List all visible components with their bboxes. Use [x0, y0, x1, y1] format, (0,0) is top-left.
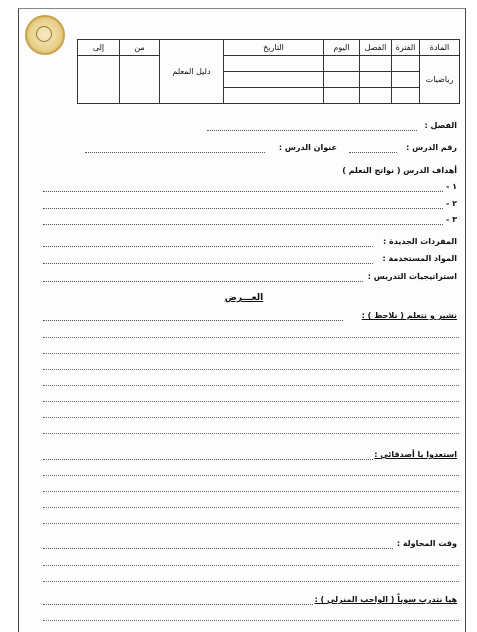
chapter-field[interactable]	[207, 130, 417, 131]
homework-label: هيا نتدرب سوياً ( الواجب المنزلي ) :	[314, 595, 457, 604]
vocabulary-field[interactable]	[43, 246, 373, 247]
objective-2-field[interactable]	[43, 208, 443, 209]
cell[interactable]	[120, 56, 160, 104]
cell[interactable]	[392, 88, 420, 104]
cell[interactable]	[224, 56, 324, 72]
lesson-number-label: رقم الدرس :	[406, 143, 457, 152]
subject-label: المادة	[420, 40, 460, 56]
writing-line[interactable]	[43, 417, 459, 418]
cell[interactable]	[78, 56, 120, 104]
lesson-number-field[interactable]	[349, 152, 397, 153]
writing-line[interactable]	[43, 620, 459, 621]
teacher-guide-label: دليل المعلم	[160, 40, 224, 104]
writing-line[interactable]	[43, 337, 459, 338]
class-label: الفصل	[360, 40, 392, 56]
writing-line[interactable]	[43, 369, 459, 370]
objective-1-number: ١ -	[446, 182, 457, 191]
presentation-heading: العـــرض	[224, 293, 264, 303]
objective-3-number: ٣ -	[446, 215, 457, 224]
writing-line[interactable]	[43, 433, 459, 434]
cell[interactable]	[324, 56, 360, 72]
to-label: إلى	[78, 40, 120, 56]
materials-field[interactable]	[43, 263, 373, 264]
writing-line[interactable]	[43, 523, 459, 524]
cell[interactable]	[324, 88, 360, 104]
from-label: من	[120, 40, 160, 56]
ready-field[interactable]	[43, 459, 373, 460]
subject-value: رياضيات	[420, 56, 460, 104]
chapter-label: الفصل :	[424, 121, 457, 130]
objective-1-field[interactable]	[43, 191, 443, 192]
cell[interactable]	[392, 72, 420, 88]
header-table	[77, 39, 460, 104]
materials-label: المواد المستخدمة :	[382, 254, 457, 263]
attempt-label: وقت المحاولة :	[396, 539, 457, 548]
writing-line[interactable]	[43, 581, 459, 582]
homework-field[interactable]	[43, 604, 313, 605]
objective-2-number: ٢ -	[446, 199, 457, 208]
attempt-field[interactable]	[43, 548, 393, 549]
ministry-seal-icon	[25, 15, 65, 55]
writing-line[interactable]	[43, 401, 459, 402]
writing-line[interactable]	[43, 491, 459, 492]
cell[interactable]	[360, 72, 392, 88]
cell[interactable]	[224, 88, 324, 104]
writing-line[interactable]	[43, 385, 459, 386]
cell[interactable]	[360, 56, 392, 72]
explore-label: نشير و نتعلم ( نلاحظ ) :	[361, 311, 457, 320]
cell[interactable]	[224, 72, 324, 88]
day-label: اليوم	[324, 40, 360, 56]
lesson-title-field[interactable]	[85, 152, 265, 153]
writing-line[interactable]	[43, 475, 459, 476]
date-label: التاريخ	[224, 40, 324, 56]
writing-line[interactable]	[43, 353, 459, 354]
strategies-field[interactable]	[43, 281, 363, 282]
lesson-plan-page	[18, 8, 466, 632]
cell[interactable]	[324, 72, 360, 88]
lesson-title-label: عنوان الدرس :	[278, 143, 337, 152]
writing-line[interactable]	[43, 507, 459, 508]
explore-field[interactable]	[43, 320, 343, 321]
term-label: الفترة	[392, 40, 420, 56]
ready-label: استعدوا يا أصدقائي :	[374, 450, 457, 459]
vocabulary-label: المفردات الجديدة :	[383, 237, 457, 246]
cell[interactable]	[360, 88, 392, 104]
objective-3-field[interactable]	[43, 224, 443, 225]
cell[interactable]	[392, 56, 420, 72]
objectives-label: أهداف الدرس ( نواتج التعلم )	[342, 166, 457, 175]
strategies-label: استراتيجيات التدريس :	[367, 272, 457, 281]
writing-line[interactable]	[43, 565, 459, 566]
